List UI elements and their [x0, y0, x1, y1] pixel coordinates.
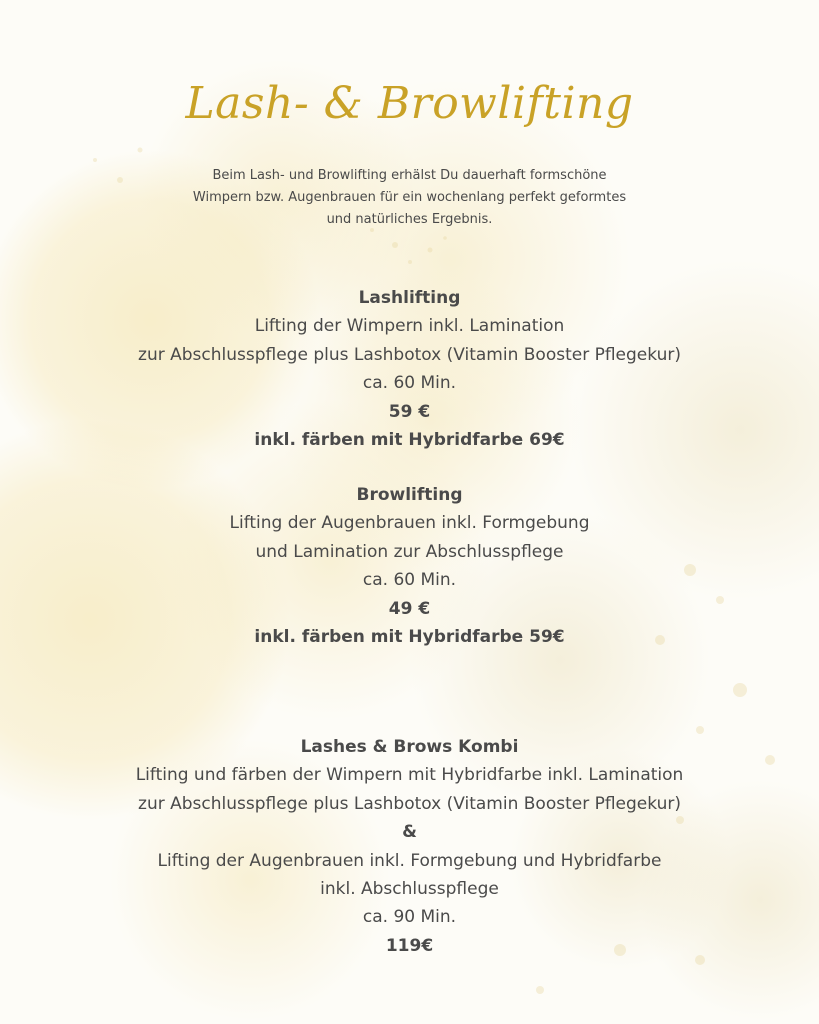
service-description: Lifting der Augenbrauen inkl. Formgebung und Hybridfarbe [157, 850, 662, 871]
service-heading: Lashlifting [358, 288, 461, 308]
service-price: 119€ [385, 935, 434, 956]
service-lashes-brows-kombi [0, 733, 819, 960]
service-description: zur Abschlusspflege plus Lashbotox (Vitamin Booster Pflegekur) [138, 793, 681, 814]
service-price: 59 € [388, 401, 431, 422]
service-description: zur Abschlusspflege plus Lashbotox (Vitamin Booster Pflegekur) [138, 344, 681, 365]
service-duration: ca. 60 Min. [362, 570, 457, 591]
service-description: Lifting der Augenbrauen inkl. Formgebung [229, 513, 590, 534]
service-extra-price: inkl. färben mit Hybridfarbe 69€ [254, 430, 565, 451]
intro-text [0, 165, 819, 231]
service-heading: Browlifting [356, 485, 463, 505]
service-duration: ca. 90 Min. [362, 907, 457, 928]
service-extra-price: inkl. färben mit Hybridfarbe 59€ [254, 627, 565, 648]
intro-line: Wimpern bzw. Augenbrauen für ein wochenlang perfekt geformtes [192, 190, 627, 205]
page-title: Lash- & Browlifting [185, 78, 634, 129]
service-browlifting [0, 481, 819, 651]
ampersand-separator: & [402, 822, 417, 843]
service-duration: ca. 60 Min. [362, 373, 457, 394]
intro-line: und natürliches Ergebnis. [326, 212, 493, 227]
service-description: Lifting der Wimpern inkl. Lamination [254, 316, 565, 337]
service-description: Lifting und färben der Wimpern mit Hybridfarbe inkl. Lamination [135, 765, 684, 786]
service-price: 49 € [388, 598, 431, 619]
service-description: und Lamination zur Abschlusspflege [255, 541, 564, 562]
intro-line: Beim Lash- und Browlifting erhälst Du dauerhaft formschöne [212, 168, 607, 183]
service-heading: Lashes & Brows Kombi [300, 737, 519, 757]
service-description: inkl. Abschlusspflege [320, 879, 499, 900]
service-lashlifting [0, 284, 819, 454]
